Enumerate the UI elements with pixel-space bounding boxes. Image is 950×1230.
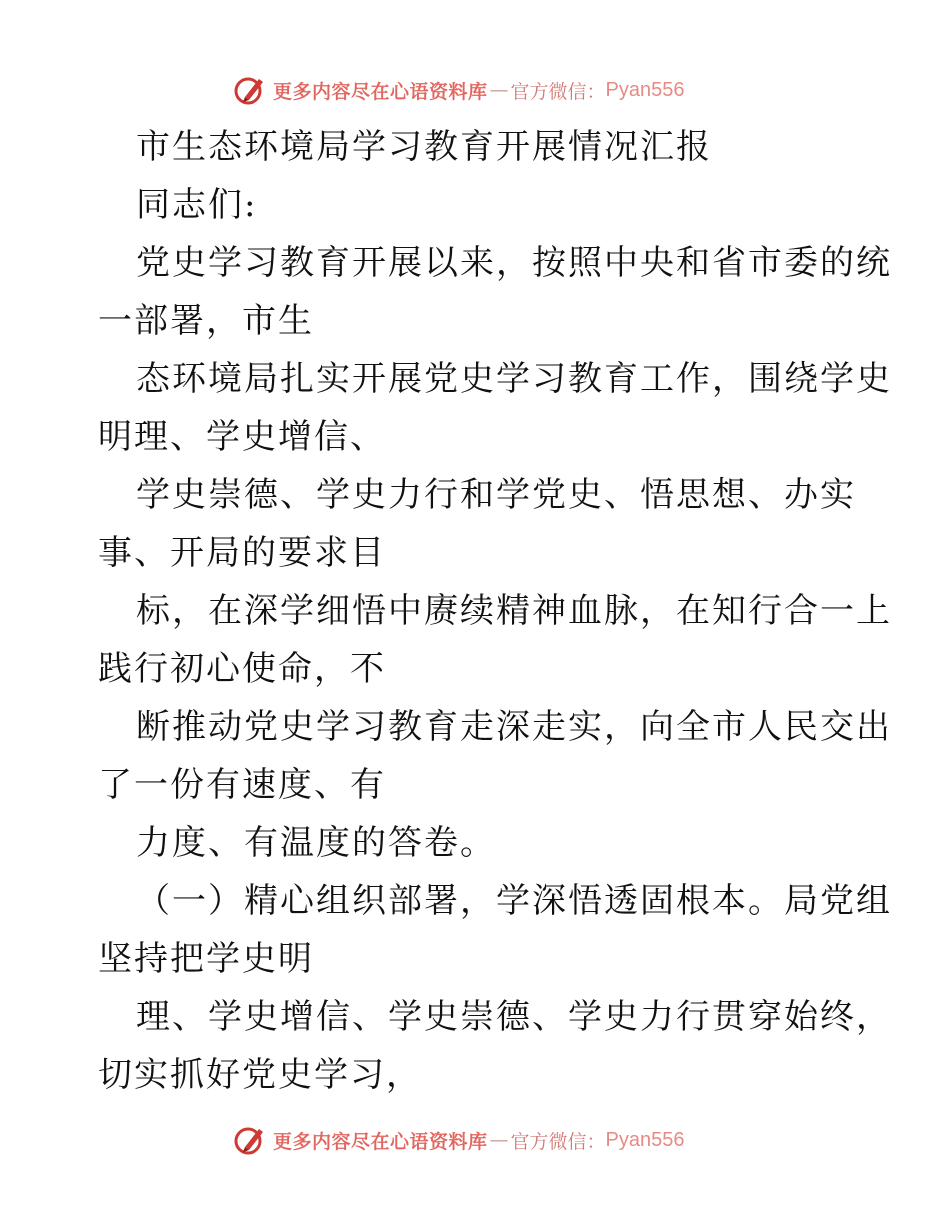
document-line: 了一份有速度、有 [98,765,386,805]
watermark-sub-text: 官方微信： [510,80,606,103]
document-line: 明理、学史增信、 [98,417,386,457]
document-line: 切实抓好党史学习， [98,1055,422,1095]
document-line: 理、学史增信、学史崇德、学史力行贯穿始终， [136,997,892,1037]
document-line: （一）精心组织部署，学深悟透固根本。局党组 [136,881,892,921]
document-line: 学史崇德、学史力行和学党史、悟思想、办实 [136,475,856,515]
watermark-sub-text: 官方微信： [510,1130,606,1153]
watermark-wechat-id: Pyan556 [605,78,685,101]
document-body [98,118,892,1104]
document-line: 市生态环境局学习教育开展情况汇报 [136,127,712,167]
watermark-footer [233,1120,753,1160]
document-line: 态环境局扎实开展党史学习教育工作，围绕学史 [136,359,892,399]
watermark-main-text: 更多内容尽在心语资料库 [273,80,488,103]
document-line: 党史学习教育开展以来，按照中央和省市委的统 [136,243,892,283]
watermark-header [233,70,753,110]
document-line: 力度、有温度的答卷。 [136,823,496,863]
pen-logo-icon [233,73,267,107]
watermark-main-text: 更多内容尽在心语资料库 [273,1130,488,1153]
document-line: 践行初心使命，不 [98,649,386,689]
document-line: 坚持把学史明 [98,939,314,979]
watermark-wechat-id: Pyan556 [605,1128,685,1151]
watermark-dash: — [489,79,509,101]
document-line: 同志们: [136,185,258,225]
document-line: 事、开局的要求目 [98,533,386,573]
pen-logo-icon [233,1123,267,1157]
document-line: 一部署，市生 [98,301,314,341]
document-line: 标，在深学细悟中赓续精神血脉，在知行合一上 [136,591,892,631]
watermark-dash: — [489,1129,509,1151]
document-line: 断推动党史学习教育走深走实，向全市人民交出 [136,707,892,747]
